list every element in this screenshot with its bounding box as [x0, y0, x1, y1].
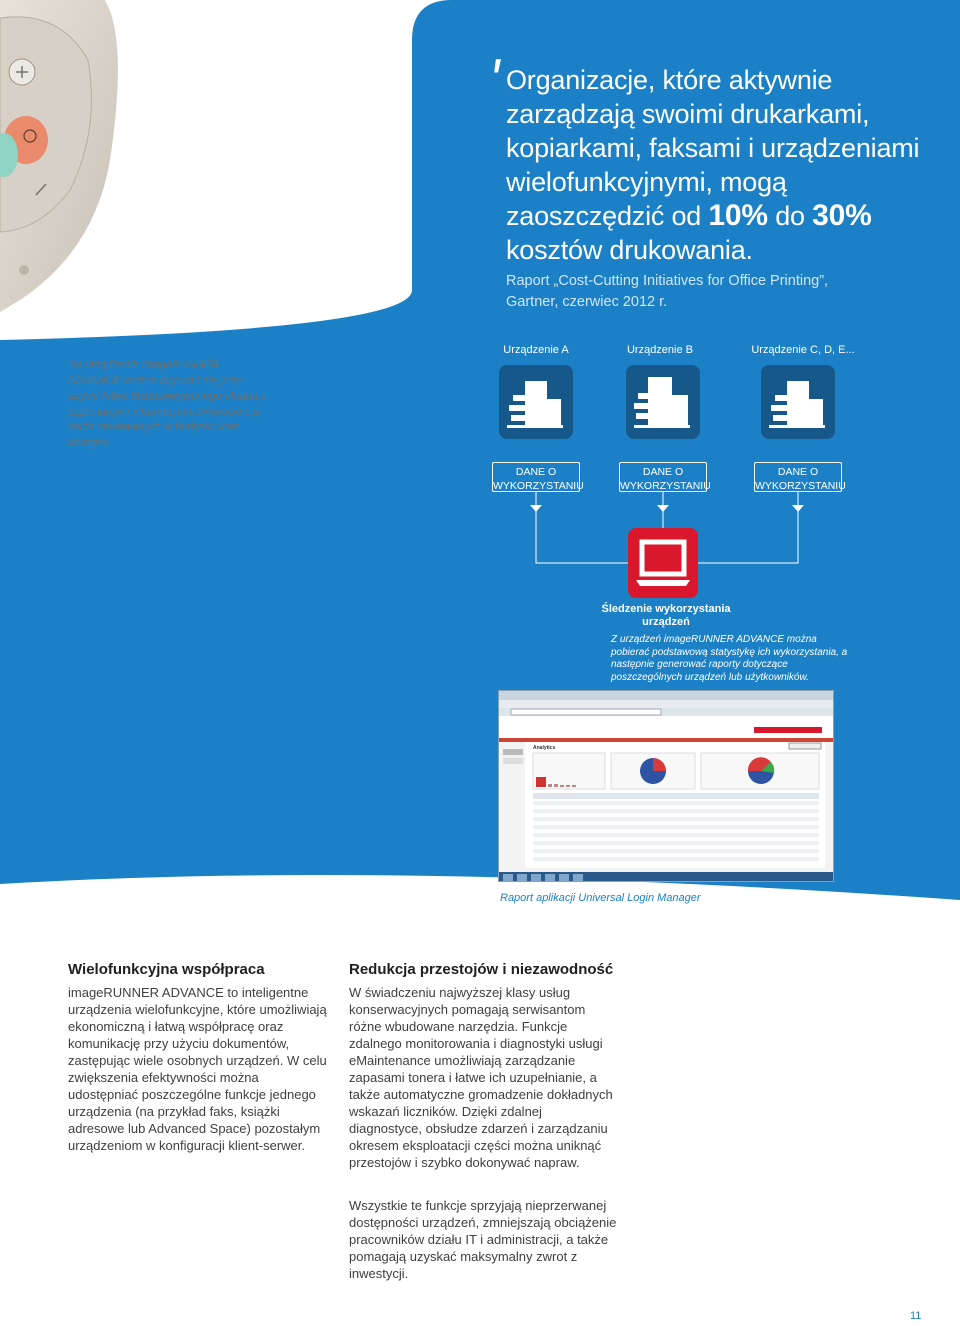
right-column-heading: Redukcja przestojów i niezawodność [349, 961, 614, 978]
device-c-label: Urządzenie C, D, E... [751, 344, 855, 356]
pull-quote: Organizacje, które aktywnie zarządzają swoimi drukarkami, kopiarkami, faksami i urządzeniami wielofunkcyjnymi, mogą zaoszczędzić od 10% do 30% kosztów drukowania. [506, 65, 920, 265]
device-b-label: Urządzenie B [626, 344, 694, 356]
quote-source-line-1: Raport „Cost-Cutting Initiatives for Office Printing”, [506, 273, 829, 289]
device-c-usage-data: DANE O WYKORZYSTANIU [754, 462, 842, 492]
quote-mark: ʹ [490, 53, 506, 116]
page-number: 11 [910, 1310, 922, 1322]
printer-icon [626, 365, 700, 439]
right-column-body-2: Wszystkie te funkcje sprzyjają nieprzerwanej dostępności urządzeń, zmniejszają obciążenie pracowników działu IT i administracji, a także pomagają uzyskać maksymalny zwrot z inwestycji. [349, 1198, 617, 1281]
report-app-window [499, 691, 834, 882]
tracking-description: Z urządzeń imageRUNNER ADVANCE można pobierać podstawową statystykę ich wykorzystania, a następnie generować raporty dotyczące poszczególnych urządzeń lub użytkowników. [611, 634, 848, 683]
device-b-usage-data: DANE O WYKORZYSTANIU [619, 462, 707, 492]
left-column-heading: Wielofunkcyjna współpraca [68, 961, 265, 978]
monitor-icon [628, 528, 698, 598]
screenshot-caption: Raport aplikacji Universal Login Manager [500, 892, 701, 904]
report-app-screenshot [498, 690, 834, 882]
quote-source-line-2: Gartner, czerwiec 2012 r. [506, 294, 668, 310]
right-column-body: W świadczeniu najwyższej klasy usług konserwacyjnych pomagają serwisantom różne wbudowane narzędzia. Funkcje zdalnego monitorowania i diagnostyki usługi eMaintenance umożliwiają zarządzanie zapasami tonera i łatwe ich uzupełnianie, a także automatyczne gromadzenie dokładnych wskazań liczników. Dzięki zdalnej diagnostyce, obsłudze zdarzeń i zarządzaniu okresem eksploatacji części można uniknąć przestojów i szybko dokonywać napraw. [349, 985, 613, 1170]
left-column-body: imageRUNNER ADVANCE to inteligentne urządzenia wielofunkcyjne, które umożliwiają ekonomiczną i łatwą współpracę oraz komunikację przy użyciu dokumentów, zastępując wiele osobnych urządzeń. W celu zwiększenia efektywności można udostępniać poszczególne funkcje jednego urządzenia (na przykład faks, książki adresowe lub Advanced Space) pozostałym urządzeniom w konfiguracji klient-serwer. [68, 985, 327, 1153]
device-a-label: Urządzenie A [503, 344, 569, 356]
printer-icon [499, 365, 573, 439]
quote-source [506, 271, 906, 313]
analytics-title: Analytics [533, 745, 556, 751]
device-a-usage-data: DANE O WYKORZYSTANIU [492, 462, 580, 492]
login-caption: Do urządzenia imageRUNNER ADVANCE można logować się przy użyciu łatwo dostosowywanego ekranu z logo i innymi informacjami firmowymi, a także stosowanych w budynku kart dostępu. [68, 359, 267, 449]
tracking-title: Śledzenie wykorzystania urządzeń [601, 603, 731, 628]
printer-icon [761, 365, 835, 439]
